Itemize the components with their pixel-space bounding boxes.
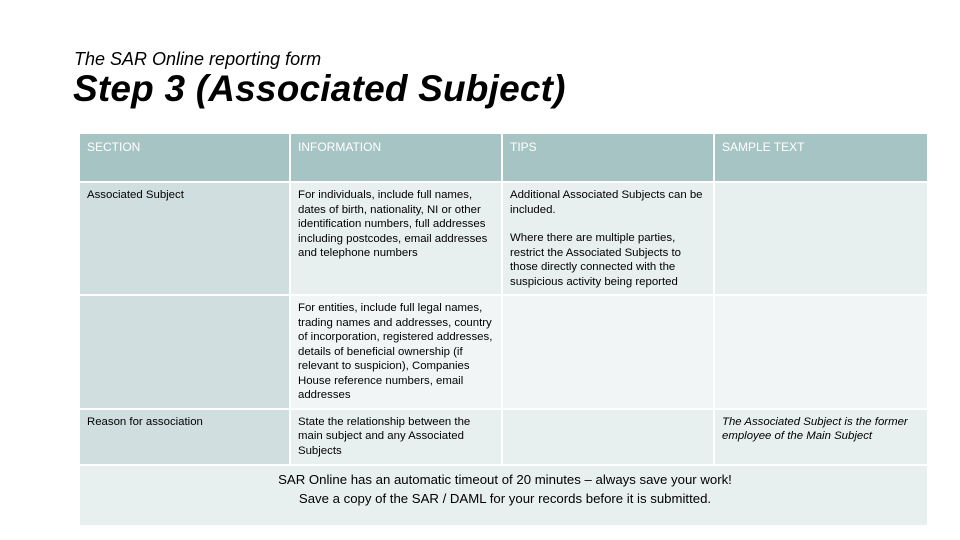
section-cell: Associated Subject [79,182,290,295]
sar-form-table [78,132,929,527]
column-header-tips: TIPS [502,133,714,182]
tips-paragraph: Additional Associated Subjects can be included. [510,189,703,216]
section-cell [79,295,290,409]
column-header-sample-text: SAMPLE TEXT [714,133,928,182]
table-note-row [79,465,928,526]
column-header-information: INFORMATION [290,133,502,182]
note-line: Save a copy of the SAR / DAML for your records before it is submitted. [298,490,712,506]
column-header-section: SECTION [79,133,290,182]
sample-text-cell [714,295,928,409]
sample-text-cell [714,182,928,295]
tips-paragraph: Where there are multiple parties, restrict the Associated Subjects to those directly connected with the suspicious activity being reported [510,232,681,288]
timeout-note [79,465,928,526]
tips-cell [502,182,714,295]
table-row [79,409,928,465]
sample-text-cell: The Associated Subject is the former employee of the Main Subject [714,409,928,465]
tips-cell [502,295,714,409]
tips-cell [502,409,714,465]
section-cell: Reason for association [79,409,290,465]
information-cell: State the relationship between the main subject and any Associated Subjects [290,409,502,465]
table-row [79,295,928,409]
note-line: SAR Online has an automatic timeout of 20 minutes – always save your work! [278,471,732,487]
information-cell: For entities, include full legal names, trading names and addresses, country of incorporation, registered addresses, details of beneficial ownership (if relevant to suspicion), Companies House reference numbers, email addresses [290,295,502,409]
slide-title: Step 3 (Associated Subject) [73,68,566,109]
table-header-row [79,133,928,182]
slide-subtitle: The SAR Online reporting form [74,49,322,69]
table-row [79,182,928,295]
information-cell: For individuals, include full names, dates of birth, nationality, NI or other identification numbers, full addresses including postcodes, email addresses and telephone numbers [290,182,502,295]
